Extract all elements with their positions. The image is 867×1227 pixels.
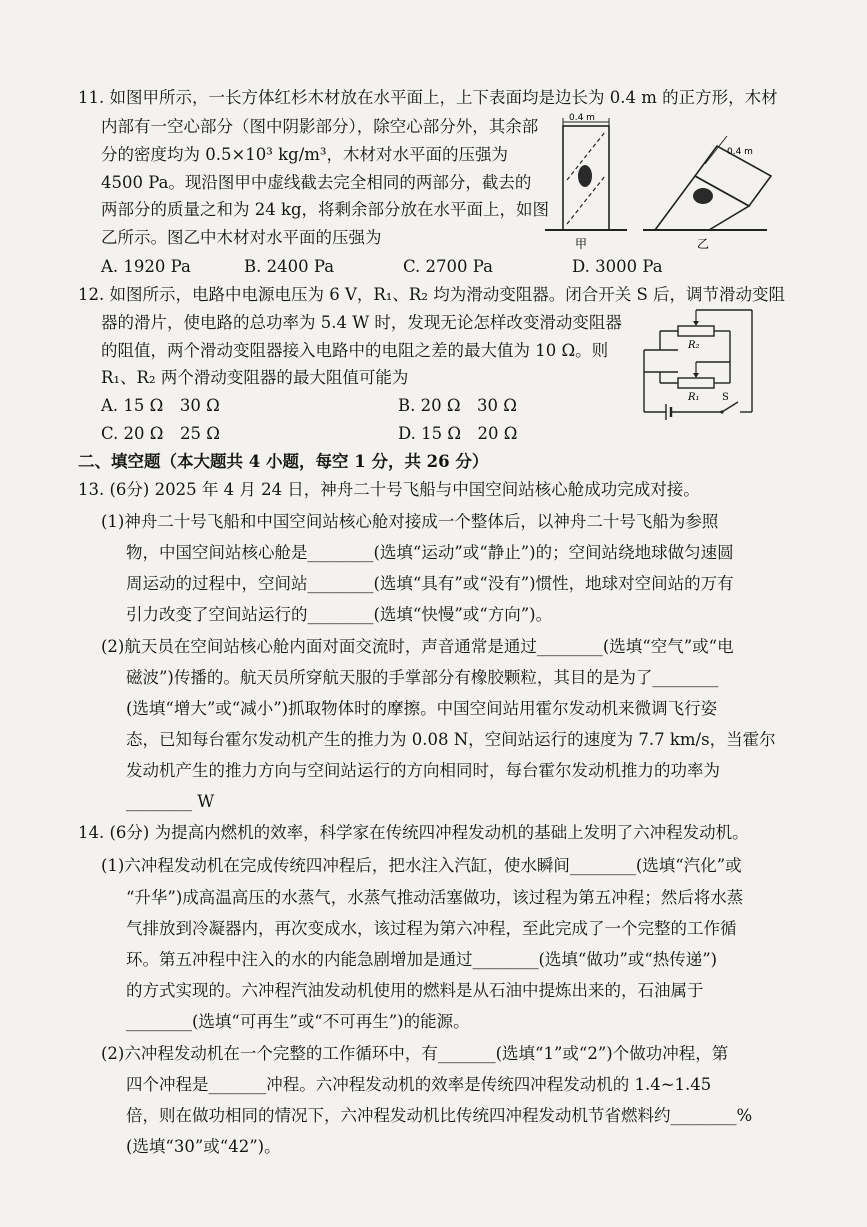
q11-line-5: 两部分的质量之和为 24 kg，将剩余部分放在水平面上，如图 xyxy=(101,200,550,219)
q13-line-6: (2)航天员在空间站核心舱内面对面交流时，声音通常是通过________(选填“空气”或“电 xyxy=(101,637,734,656)
q12-line-3: 的阻值，两个滑动变阻器接入电路中的电阻之差的最大值为 10 Ω。则 xyxy=(101,341,609,360)
q12-option-d: D. 15 Ω 20 Ω xyxy=(398,424,518,443)
q11-caption-left: 甲 xyxy=(575,237,588,251)
q13-line-2: (1)神舟二十号飞船和中国空间站核心舱对接成一个整体后，以神舟二十号飞船为参照 xyxy=(101,512,719,531)
q12-circuit-figure xyxy=(640,302,760,420)
q13-line-4: 周运动的过程中，空间站________(选填“具有”或“没有”)惯性，地球对空间站的万有 xyxy=(126,574,734,593)
q12-line-1: 12. 如图所示，电路中电源电压为 6 V，R₁、R₂ 均为滑动变阻器。闭合开关 S 后，调节滑动变阻 xyxy=(78,285,786,304)
q11-figure xyxy=(545,110,775,260)
q14-line-3: “升华”)成高温高压的水蒸气，水蒸气推动活塞做功，该过程为第五冲程；然后将水蒸 xyxy=(126,888,744,907)
q11-option-d: D. 3000 Pa xyxy=(572,257,663,276)
q11-dim-label-2: 0.4 m xyxy=(727,147,753,157)
q12-line-2: 器的滑片，使电路的总功率为 5.4 W 时，发现无论怎样改变滑动变阻器 xyxy=(101,313,622,332)
q14-line-8: (2)六冲程发动机在一个完整的工作循环中，有_______(选填“1”或“2”)个做功冲程，第 xyxy=(101,1044,729,1063)
q11-option-c: C. 2700 Pa xyxy=(403,257,493,276)
q14-line-2: (1)六冲程发动机在完成传统四冲程后，把水注入汽缸，使水瞬间________(选填“汽化”或 xyxy=(101,856,742,875)
q14-line-9: 四个冲程是_______冲程。六冲程发动机的效率是传统四冲程发动机的 1.4~1.45 xyxy=(126,1075,712,1094)
q13-line-3: 物，中国空间站核心舱是________(选填“运动”或“静止”)的；空间站绕地球做匀速圆 xyxy=(126,543,734,562)
q11-dim-label-1: 0.4 m xyxy=(569,113,595,123)
q12-option-b: B. 20 Ω 30 Ω xyxy=(398,396,517,415)
q14-line-11: (选填“30”或“42”)。 xyxy=(126,1137,281,1156)
q11-line-1: 11. 如图甲所示，一长方体红杉木材放在水平面上，上下表面均是边长为 0.4 m 的正方形，木材 xyxy=(78,88,778,107)
q12-switch-label: S xyxy=(722,392,729,403)
q14-line-4: 气排放到冷凝器内，再次变成水，该过程为第六冲程，至此完成了一个完整的工作循 xyxy=(126,919,737,938)
q11-line-2: 内部有一空心部分（图中阴影部分），除空心部分外，其余部 xyxy=(101,117,539,136)
q11-option-a: A. 1920 Pa xyxy=(101,257,191,276)
q13-line-7: 磁波”)传播的。航天员所穿航天服的手掌部分有橡胶颗粒，其目的是为了________ xyxy=(126,668,719,687)
q14-line-7: ________(选填“可再生”或“不可再生”)的能源。 xyxy=(126,1012,470,1031)
q11-option-b: B. 2400 Pa xyxy=(244,257,335,276)
q14-line-5: 环。第五冲程中注入的水的内能急剧增加是通过________(选填“做功”或“热传递”) xyxy=(126,950,718,969)
q11-caption-right: 乙 xyxy=(697,237,710,251)
q13-line-1: 13. (6分) 2025 年 4 月 24 日，神舟二十号飞船与中国空间站核心舱成功完成对接。 xyxy=(78,480,700,499)
q12-option-a: A. 15 Ω 30 Ω xyxy=(101,396,220,415)
q11-line-3: 分的密度均为 0.5×10³ kg/m³，木材对水平面的压强为 xyxy=(101,145,509,164)
q12-option-c: C. 20 Ω 25 Ω xyxy=(101,424,220,443)
q12-line-4: R₁、R₂ 两个滑动变阻器的最大阻值可能为 xyxy=(101,368,409,387)
q13-line-8: (选填“增大”或“减小”)抓取物体时的摩擦。中国空间站用霍尔发动机来微调飞行姿 xyxy=(126,699,718,718)
q12-r1-label: R₁ xyxy=(688,392,700,403)
q11-line-4: 4500 Pa。现沿图甲中虚线截去完全相同的两部分，截去的 xyxy=(101,173,532,192)
q14-line-1: 14. (6分) 为提高内燃机的效率，科学家在传统四冲程发动机的基础上发明了六冲程发动机。 xyxy=(78,823,749,842)
q13-line-9: 态，已知每台霍尔发动机产生的推力为 0.08 N，空间站运行的速度为 7.7 km/s，当霍尔 xyxy=(126,730,776,749)
q13-line-11: ________ W xyxy=(126,792,215,811)
section-two-title: 二、填空题（本大题共 4 小题，每空 1 分，共 26 分） xyxy=(78,452,489,471)
q11-line-6: 乙所示。图乙中木材对水平面的压强为 xyxy=(101,228,382,247)
q14-line-10: 倍，则在做功相同的情况下，六冲程发动机比传统四冲程发动机节省燃料约________% xyxy=(126,1106,753,1125)
q13-line-5: 引力改变了空间站运行的________(选填“快慢”或“方向”)。 xyxy=(126,605,553,624)
q14-line-6: 的方式实现的。六冲程汽油发动机使用的燃料是从石油中提炼出来的，石油属于 xyxy=(126,981,704,1000)
q13-line-10: 发动机产生的推力方向与空间站运行的方向相同时，每台霍尔发动机推力的功率为 xyxy=(126,761,720,780)
q12-r2-label: R₂ xyxy=(688,340,700,351)
